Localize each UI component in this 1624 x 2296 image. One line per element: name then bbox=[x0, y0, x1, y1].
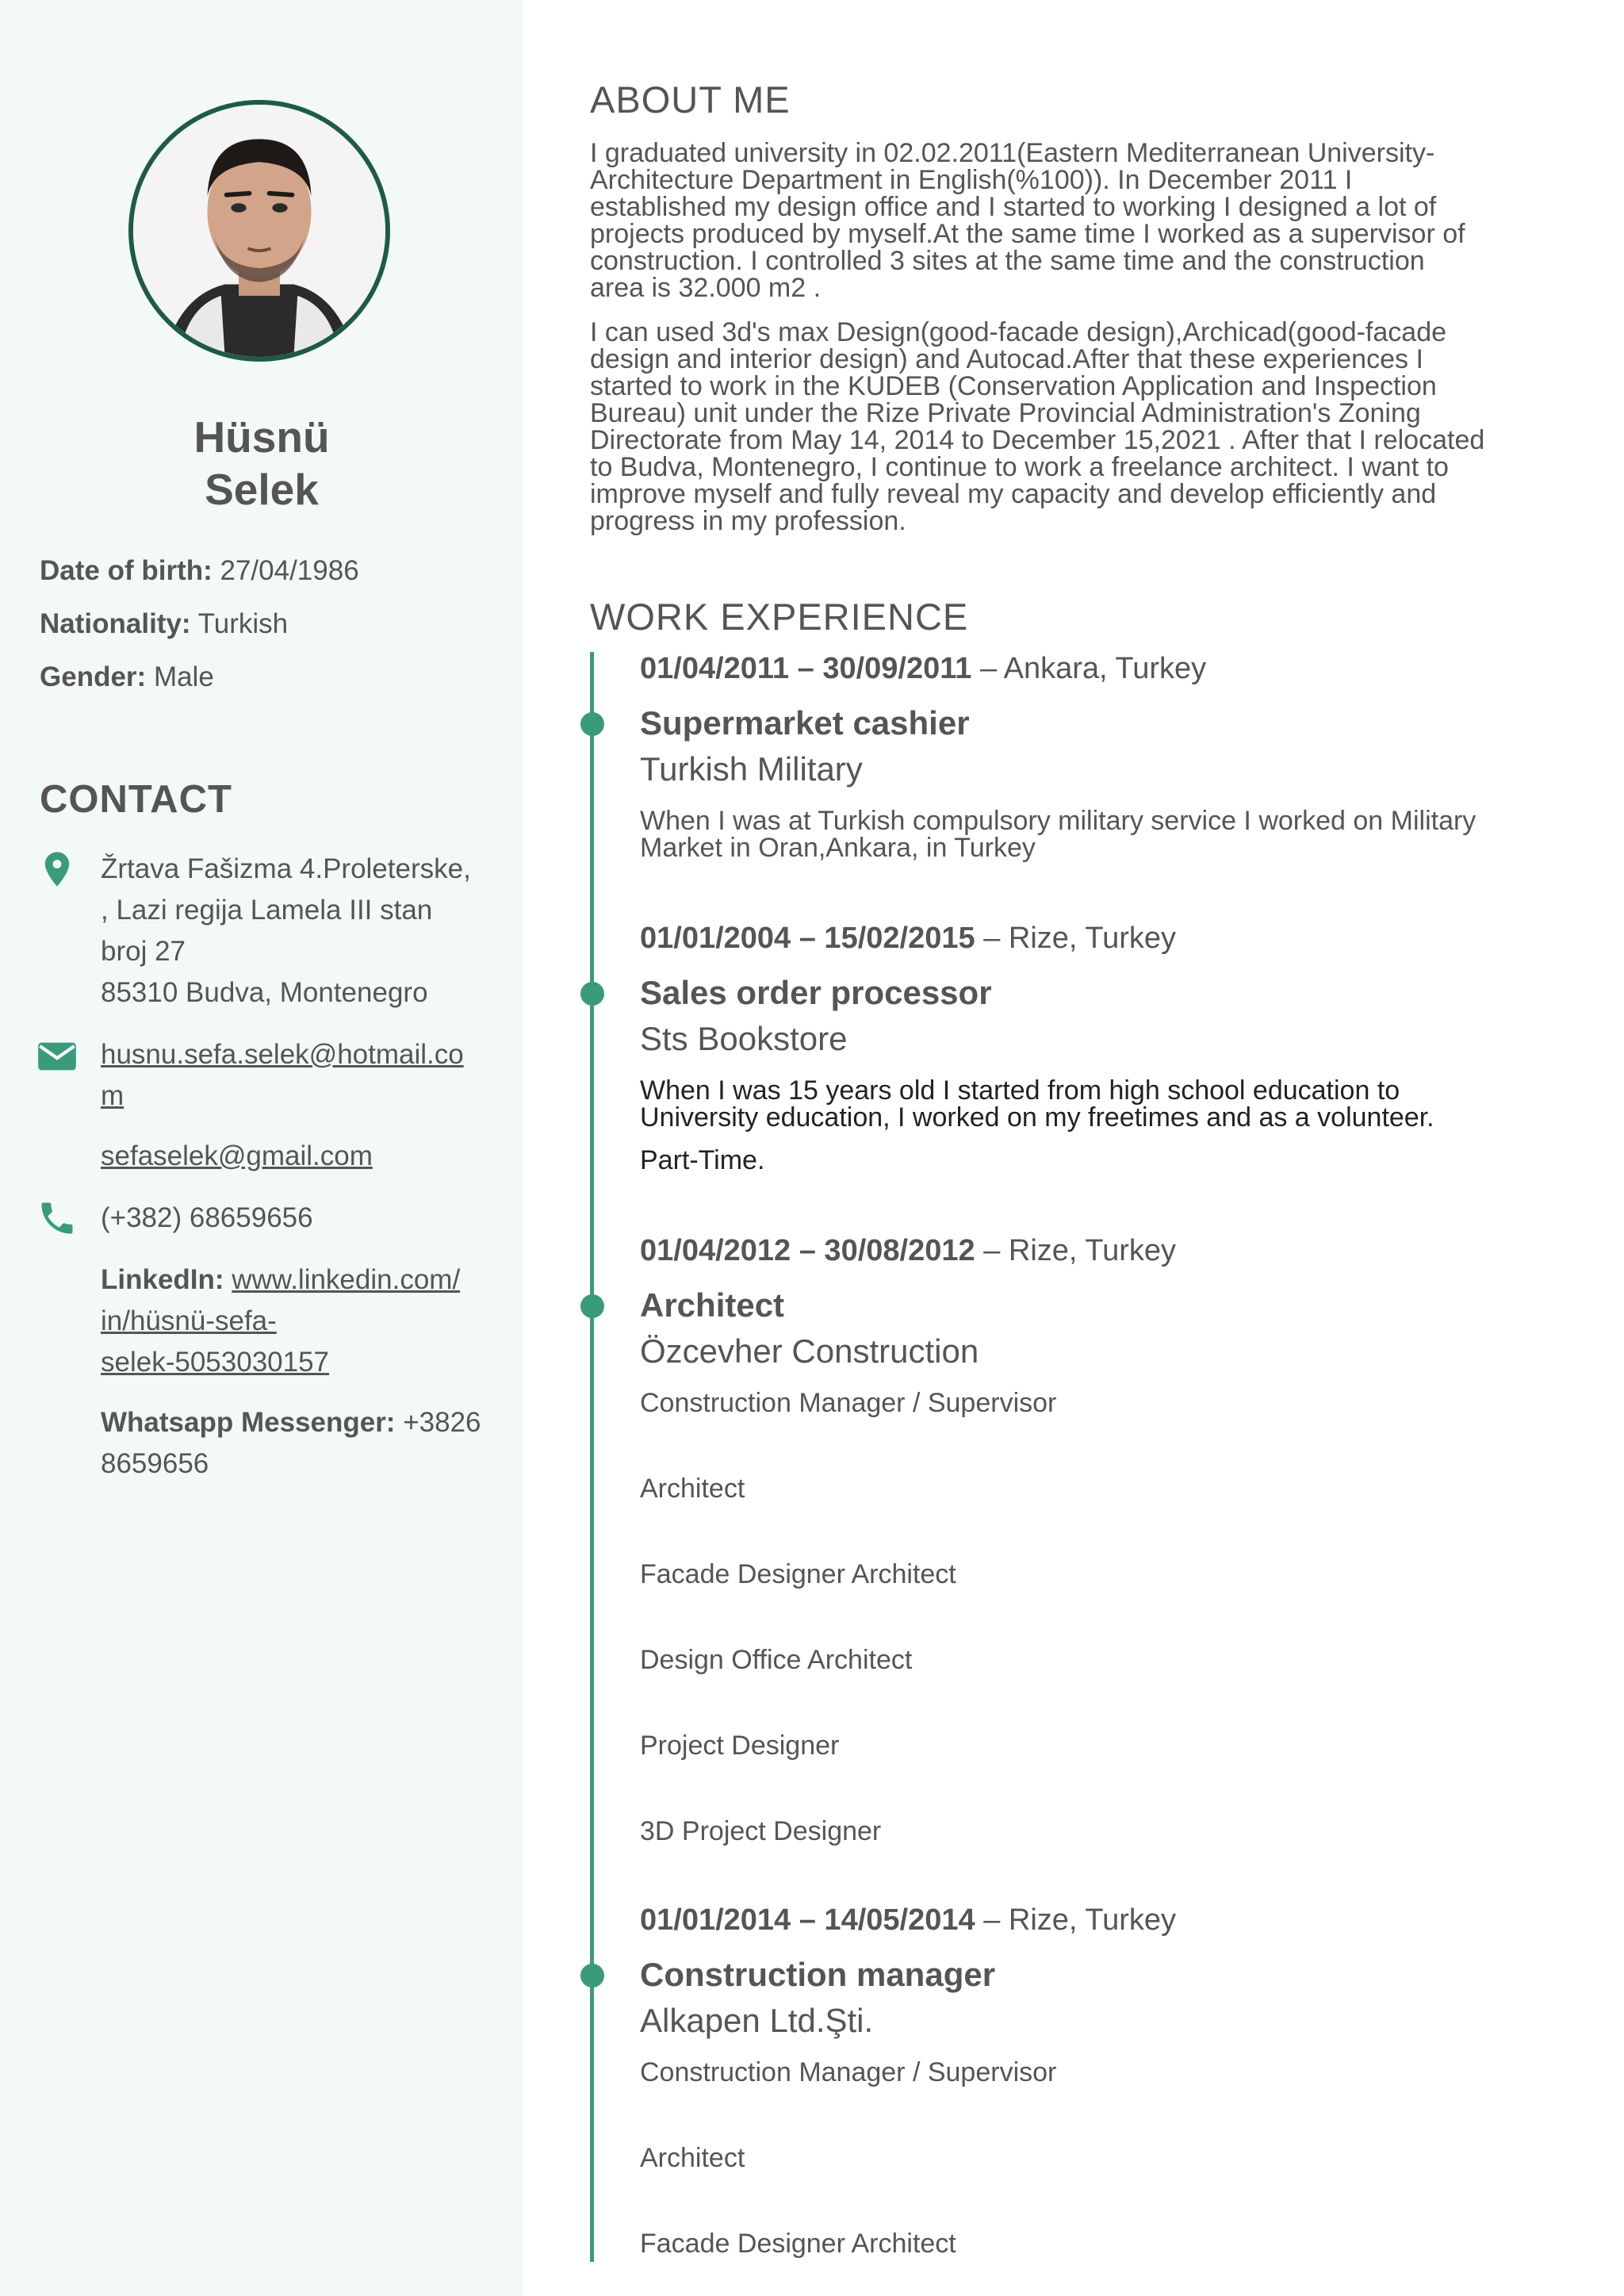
about-p2-line: to Budva, Montenegro, I continue to work a freelance architect. I want to bbox=[590, 452, 1449, 482]
email-link-primary-wrap[interactable]: m bbox=[101, 1080, 124, 1111]
job-4-dates bbox=[640, 1903, 1176, 1938]
job-4-company: Alkapen Ltd.Şti. bbox=[640, 2002, 874, 2039]
nationality-value: Turkish bbox=[197, 608, 289, 639]
work-heading: WORK EXPERIENCE bbox=[590, 596, 969, 638]
email-link-secondary[interactable]: sefaselek@gmail.com bbox=[101, 1140, 373, 1171]
avatar bbox=[133, 105, 385, 357]
about-p2-line: started to work in the KUDEB (Conservation Application and Inspection bbox=[590, 371, 1437, 401]
linkedin-link-line-3[interactable]: selek-5053030157 bbox=[101, 1347, 330, 1378]
job-3-role: Architect bbox=[640, 1474, 745, 1504]
address-line-3: broj 27 bbox=[101, 936, 186, 967]
job-1-title: Supermarket cashier bbox=[640, 704, 970, 742]
location-pin-icon bbox=[36, 849, 78, 890]
about-p1-line: construction. I controlled 3 sites at the same time and the construction bbox=[590, 246, 1425, 276]
job-2-dates bbox=[640, 922, 1176, 956]
about-p2-line: improve myself and fully reveal my capacity and develop efficiently and bbox=[590, 479, 1437, 509]
about-p1-line: Architecture Department in English(%100)). In December 2011 I bbox=[590, 165, 1353, 195]
job-2-title: Sales order processor bbox=[640, 974, 992, 1011]
job-4-role: Architect bbox=[640, 2143, 745, 2173]
job-date-range: 01/01/2014 – 14/05/2014 bbox=[640, 1903, 975, 1937]
job-date-range: 01/04/2011 – 30/09/2011 bbox=[640, 652, 972, 685]
about-p1-line: I graduated university in 02.02.2011(Eastern Mediterranean University- bbox=[590, 138, 1435, 168]
job-3-company: Özcevher Construction bbox=[640, 1332, 979, 1370]
job-4-role: Facade Designer Architect bbox=[640, 2229, 956, 2259]
first-name: Hüsnü bbox=[193, 412, 330, 462]
linkedin-label: LinkedIn: bbox=[101, 1264, 224, 1295]
gender-value: Male bbox=[153, 661, 214, 692]
job-2-company: Sts Bookstore bbox=[640, 1020, 848, 1057]
about-p2-line: progress in my profession. bbox=[590, 506, 906, 536]
job-3-role: Facade Designer Architect bbox=[640, 1559, 956, 1589]
about-p1-line: established my design office and I started to working I designed a lot of bbox=[590, 192, 1437, 222]
dob-label: Date of birth: bbox=[40, 555, 213, 586]
gender-label: Gender: bbox=[40, 661, 147, 692]
nationality-row bbox=[40, 608, 288, 640]
job-date-range: 01/01/2004 – 15/02/2015 bbox=[640, 922, 975, 955]
dob-row bbox=[40, 555, 359, 587]
job-3-role: 3D Project Designer bbox=[640, 1816, 882, 1846]
job-2-extra: Part-Time. bbox=[640, 1145, 765, 1175]
timeline-line bbox=[590, 652, 594, 2262]
contact-heading: CONTACT bbox=[40, 778, 232, 821]
envelope-icon bbox=[36, 1036, 78, 1077]
whatsapp-number-wrap: 8659656 bbox=[101, 1448, 209, 1479]
profile-photo bbox=[128, 100, 390, 362]
about-p2-line: Directorate from May 14, 2014 to December 15,2021 . After that I relocated bbox=[590, 425, 1485, 455]
sidebar bbox=[0, 0, 523, 2296]
timeline-dot bbox=[580, 1964, 604, 1987]
job-4-role: Construction Manager / Supervisor bbox=[640, 2057, 1057, 2087]
last-name: Selek bbox=[205, 465, 319, 514]
phone-icon bbox=[36, 1198, 78, 1239]
linkedin-row bbox=[101, 1259, 460, 1301]
job-desc-line: Market in Oran,Ankara, in Turkey bbox=[640, 833, 1036, 863]
job-location: – Ankara, Turkey bbox=[980, 652, 1207, 685]
about-heading: ABOUT ME bbox=[590, 79, 791, 121]
timeline-dot bbox=[580, 712, 604, 736]
job-3-role: Project Designer bbox=[640, 1731, 840, 1761]
about-p1-line: projects produced by myself.At the same time I worked as a supervisor of bbox=[590, 219, 1465, 249]
phone-number: (+382) 68659656 bbox=[101, 1202, 313, 1233]
nationality-label: Nationality: bbox=[40, 608, 191, 639]
about-p2-line: I can used 3d's max Design(good-facade design),Archicad(good-facade bbox=[590, 317, 1447, 347]
dob-value: 27/04/1986 bbox=[220, 555, 359, 586]
linkedin-link-line-2[interactable]: in/hüsnü-sefa- bbox=[101, 1305, 277, 1336]
timeline-dot bbox=[580, 1294, 604, 1318]
job-1-company: Turkish Military bbox=[640, 750, 863, 788]
job-2-description bbox=[640, 1077, 1560, 1131]
job-desc-line: When I was at Turkish compulsory military service I worked on Military bbox=[640, 806, 1477, 836]
job-4-title: Construction manager bbox=[640, 1956, 996, 1993]
job-1-description bbox=[640, 807, 1560, 861]
job-desc-line: When I was 15 years old I started from high school education to bbox=[640, 1075, 1400, 1106]
job-1-dates bbox=[640, 652, 1206, 686]
job-3-dates bbox=[640, 1234, 1176, 1268]
whatsapp-label: Whatsapp Messenger: bbox=[101, 1407, 396, 1438]
about-p1-line: area is 32.000 m2 . bbox=[590, 273, 822, 303]
timeline-dot bbox=[580, 982, 604, 1006]
whatsapp-number: +3826 bbox=[403, 1407, 481, 1438]
address-line-1: Žrtava Fašizma 4.Proleterske, bbox=[101, 853, 471, 884]
email-link-primary[interactable]: husnu.sefa.selek@hotmail.co bbox=[101, 1039, 464, 1070]
job-location: – Rize, Turkey bbox=[983, 922, 1177, 955]
about-p2-line: design and interior design) and Autocad.After that these experiences I bbox=[590, 344, 1423, 374]
address-line-4: 85310 Budva, Montenegro bbox=[101, 977, 428, 1008]
job-desc-line: University education, I worked on my freetimes and as a volunteer. bbox=[640, 1102, 1434, 1133]
linkedin-link[interactable]: www.linkedin.com/ bbox=[232, 1264, 461, 1295]
job-3-role: Construction Manager / Supervisor bbox=[640, 1388, 1057, 1418]
whatsapp-row bbox=[101, 1402, 481, 1443]
gender-row bbox=[40, 661, 214, 693]
job-location: – Rize, Turkey bbox=[983, 1234, 1177, 1267]
about-p2-line: Bureau) unit under the Rize Private Provincial Administration's Zoning bbox=[590, 398, 1421, 428]
about-paragraph-1 bbox=[590, 140, 1557, 301]
job-location: – Rize, Turkey bbox=[983, 1903, 1177, 1937]
address-line-2: , Lazi regija Lamela III stan bbox=[101, 895, 433, 926]
about-paragraph-2 bbox=[590, 319, 1557, 535]
job-date-range: 01/04/2012 – 30/08/2012 bbox=[640, 1234, 975, 1267]
job-3-title: Architect bbox=[640, 1286, 785, 1324]
job-3-role: Design Office Architect bbox=[640, 1645, 913, 1675]
